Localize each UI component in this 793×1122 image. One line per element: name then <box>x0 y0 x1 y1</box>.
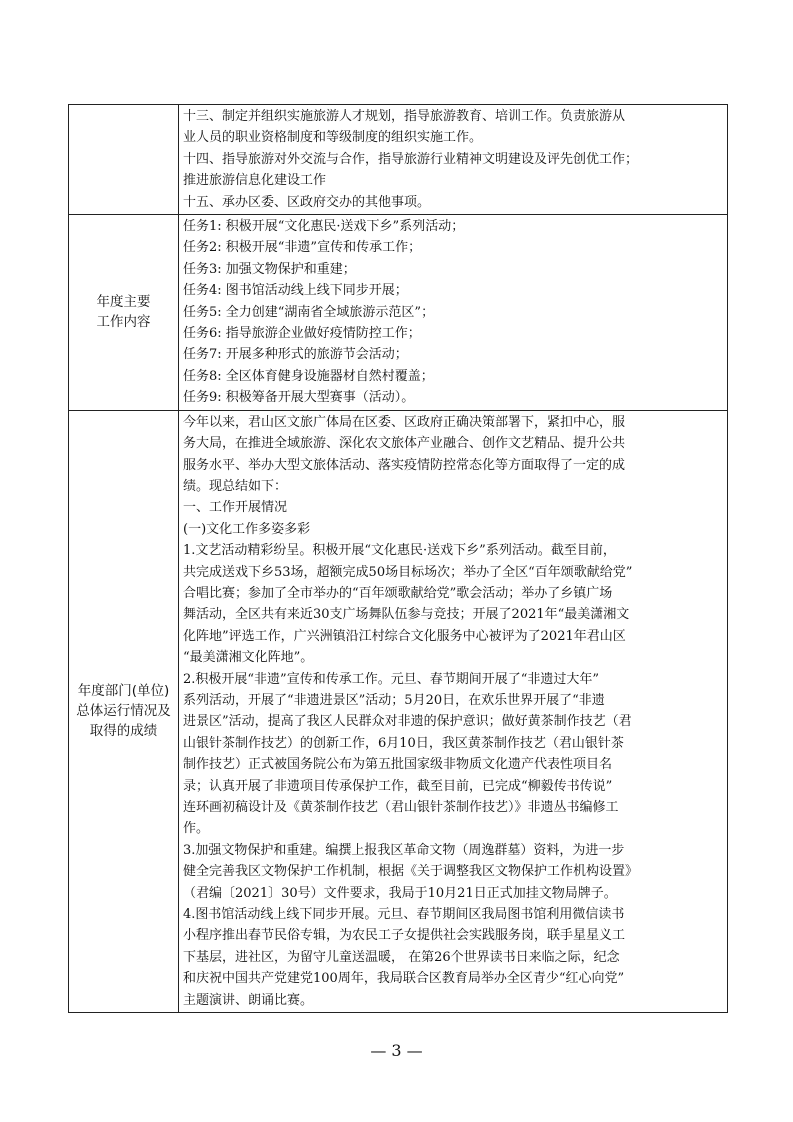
achievement-line: 1.文艺活动精彩纷呈。积极开展“文化惠民·送戏下乡”系列活动。截至目前， <box>183 543 616 559</box>
achievement-line: （君编〔2021〕30号）文件要求，我局于10月21日正式加挂文物局牌子。 <box>183 885 617 901</box>
annual-tasks-label: 年度主要 <box>96 294 151 311</box>
task-item: 任务4: 图书馆活动线上线下同步开展； <box>183 283 408 299</box>
task-item: 任务1: 积极开展“文化惠民·送戏下乡”系列活动； <box>183 219 465 235</box>
achievement-line: 共完成送戏下乡53场，超额完成50场目标场次；举办了全区“百年颂歌献给党” <box>183 564 633 580</box>
task-item: 任务9: 积极筹备开展大型赛事（活动）。 <box>183 390 415 406</box>
achievement-line: 化阵地”评选工作，广兴洲镇沿江村综合文化服务中心被评为了2021年君山区 <box>183 628 626 644</box>
task-item: 任务6: 指导旅游企业做好疫情防控工作； <box>183 326 421 342</box>
duties-line: 推进旅游信息化建设工作 <box>183 173 327 189</box>
achievement-line: 4.图书馆活动线上线下同步开展。元旦、春节期间区我局图书馆利用微信读书 <box>183 907 625 923</box>
annual-tasks-content-cell <box>179 215 728 411</box>
achievements-label: 取得的成绩 <box>89 723 158 740</box>
achievement-line: 今年以来，君山区文旅广体局在区委、区政府正确决策部署下，紧扣中心，服 <box>183 414 626 430</box>
achievement-line: 3.加强文物保护和重建。编撰上报我区革命文物（周逸群墓）资料，为进一步 <box>183 842 625 858</box>
achievement-line: 健全完善我区文物保护工作机制，根据《关于调整我区文物保护工作机构设置》 <box>183 864 639 880</box>
subsection-heading: (一)文化工作多姿多彩 <box>183 521 311 537</box>
task-item: 任务7: 开展多种形式的旅游节会活动； <box>183 347 408 363</box>
duties-line: 十三、制定并组织实施旅游人才规划，指导旅游教育、培训工作。负责旅游从 <box>183 109 626 124</box>
achievement-line: 绩。现总结如下： <box>183 478 288 494</box>
duties-content-cell <box>179 105 728 215</box>
achievement-line: 系列活动，开展了“非遗进景区”活动；5月20日，在欢乐世界开展了“非遗 <box>183 692 605 708</box>
achievement-line: 2.积极开展“非遗”宣传和传承工作。元旦、春节期间开展了“非遗过大年” <box>183 671 599 687</box>
achievement-line: 作。 <box>183 821 210 837</box>
achievement-line: 制作技艺）正式被国务院公布为第五批国家级非物质文化遗产代表性项目名 <box>183 757 613 773</box>
achievement-line: 服务水平、举办大型文旅体活动、落实疫情防控常态化等方面取得了一定的成 <box>183 457 626 473</box>
achievements-row <box>69 410 728 1012</box>
achievements-label-cell <box>69 410 179 1012</box>
task-item: 任务2: 积极开展“非遗”宣传和传承工作； <box>183 240 422 256</box>
achievements-label: 年度部门(单位) <box>77 683 170 700</box>
duties-line: 十五、承办区委、区政府交办的其他事项。 <box>183 194 431 210</box>
achievement-line: 主题演讲、朗诵比赛。 <box>183 992 314 1008</box>
duties-label-cell <box>69 105 179 215</box>
achievements-content-cell <box>179 410 728 1012</box>
achievement-line: “最美潇湘文化阵地”。 <box>183 650 314 666</box>
duties-line: 十四、指导旅游对外交流与合作，指导旅游行业精神文明建设及评先创优工作； <box>183 151 639 167</box>
achievement-line: 山银针茶制作技艺）的创新工作，6月10日，我区黄茶制作技艺（君山银针茶 <box>183 735 624 751</box>
achievement-line: 录；认真开展了非遗项目传承保护工作，截至目前，已完成“柳毅传书传说” <box>183 778 613 794</box>
achievement-line: 下基层，进社区，为留守儿童送温暖， 在第26个世界读书日来临之际，纪念 <box>183 949 620 965</box>
achievement-line: 合唱比赛；参加了全市举办的“百年颂歌献给党”歌会活动；举办了乡镇广场 <box>183 585 613 601</box>
achievement-line: 务大局，在推进全域旅游、深化农文旅体产业融合、创作文艺精品、提升公共 <box>183 436 626 452</box>
task-item: 任务8: 全区体育健身设施器材自然村覆盖； <box>183 368 434 384</box>
achievement-line: 进景区”活动，提高了我区人民群众对非遗的保护意识；做好黄茶制作技艺（君 <box>183 714 632 730</box>
achievement-line: 连环画初稿设计及《黄茶制作技艺（君山银针茶制作技艺）》非遗丛书编修工 <box>183 800 619 815</box>
annual-tasks-label: 工作内容 <box>96 314 151 331</box>
achievement-line: 小程序推出春节民俗专辑，为农民工子女提供社会实践服务岗，联手星星义工 <box>183 928 626 944</box>
report-table <box>68 104 728 1013</box>
annual-tasks-row <box>69 215 728 411</box>
duties-line: 业人员的职业资格制度和等级制度的组织实施工作。 <box>183 130 483 146</box>
achievements-label: 总体运行情况及 <box>76 703 171 720</box>
task-item: 任务3: 加强文物保护和重建； <box>183 261 356 277</box>
duties-row <box>69 105 728 215</box>
task-item: 任务5: 全力创建“湖南省全域旅游示范区”； <box>183 304 435 320</box>
page-number: — 3 — <box>370 1041 423 1060</box>
section-heading: 一、工作开展情况 <box>183 500 288 516</box>
annual-tasks-label-cell <box>69 215 179 411</box>
achievement-line: 舞活动，全区共有来近30支广场舞队伍参与竞技；开展了2021年“最美潇湘文 <box>183 607 630 623</box>
achievement-line: 和庆祝中国共产党建党100周年，我局联合区教育局举办全区青少“红心向党” <box>183 971 625 987</box>
